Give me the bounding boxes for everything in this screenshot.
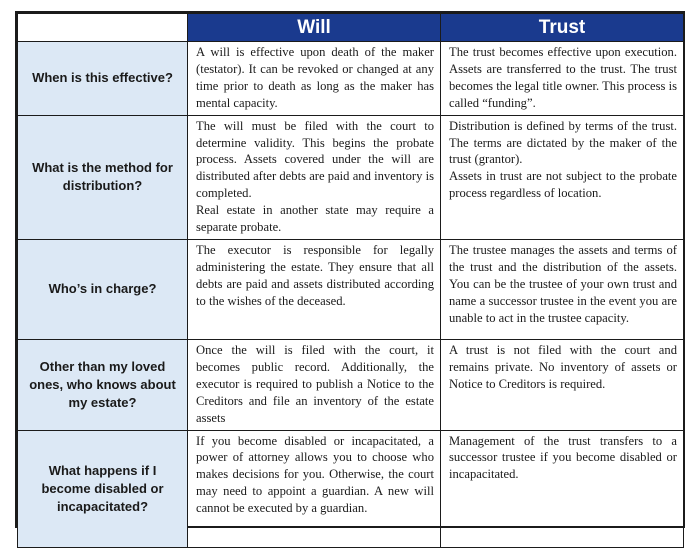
- table-row: [18, 115, 684, 239]
- will-answer-distribution: [188, 115, 441, 239]
- will-answer-incapacity: If you become disabled or incapacitated, a power of attorney allows you to choose who makes decisions for you. Otherwise, the court may need to appoint a guardian. A new will cannot be executed by a guardian.: [188, 430, 441, 547]
- will-answer-privacy: Once the will is filed with the court, it becomes public record. Additionally, the executor is required to publish a Notice to the Creditors and file an inventory of the estate assets: [188, 339, 441, 430]
- trust-distribution-note: Assets in trust are not subject to the probate process regardless of location.: [449, 169, 677, 201]
- will-vs-trust-table: [17, 13, 684, 548]
- table-row: [18, 339, 684, 430]
- corner-cell: [18, 14, 188, 42]
- will-distribution-text: The will must be filed with the court to determine validity. This begins the probate process. Assets covered under the will are distributed after debts are paid and inventory is completed.: [196, 118, 434, 201]
- question-incapacitated: What happens if I become disabled or incapacitated?: [18, 430, 188, 547]
- will-answer-effective: A will is effective upon death of the maker (testator). It can be revoked or changed at any time prior to death as long as the maker has mental capacity.: [188, 42, 441, 116]
- question-whos-in-charge: Who’s in charge?: [18, 239, 188, 339]
- table-row: [18, 430, 684, 547]
- trust-answer-incapacity: Management of the trust transfers to a successor trustee if you become disabled or incapacitated.: [441, 430, 684, 547]
- will-distribution-note: Real estate in another state may require a separate probate.: [196, 203, 434, 235]
- question-who-knows: Other than my loved ones, who knows about my estate?: [18, 339, 188, 430]
- trust-answer-effective: The trust becomes effective upon execution. Assets are transferred to the trust. The trust becomes the legal title owner. This process is called “funding”.: [441, 42, 684, 116]
- trust-column-header: Trust: [441, 14, 684, 42]
- table-row: [18, 42, 684, 116]
- question-when-effective: When is this effective?: [18, 42, 188, 116]
- question-distribution-method: What is the method for distribution?: [18, 115, 188, 239]
- trust-answer-privacy: A trust is not filed with the court and remains private. No inventory of assets or Notice to Creditors is required.: [441, 339, 684, 430]
- table-row: [18, 239, 684, 339]
- header-row: [18, 14, 684, 42]
- trust-distribution-text: Distribution is defined by terms of the trust. The terms are dictated by the maker of the trust (grantor).: [449, 118, 677, 167]
- will-column-header: Will: [188, 14, 441, 42]
- trust-answer-distribution: [441, 115, 684, 239]
- comparison-table: [15, 11, 685, 528]
- will-answer-in-charge: The executor is responsible for legally administering the estate. They ensure that all debts are paid and assets distributed according to the wishes of the deceased.: [188, 239, 441, 339]
- trust-answer-in-charge: The trustee manages the assets and terms of the trust and the distribution of the assets. You can be the trustee of your own trust and name a successor trustee in the event you are unable to act in the trustee capacity.: [441, 239, 684, 339]
